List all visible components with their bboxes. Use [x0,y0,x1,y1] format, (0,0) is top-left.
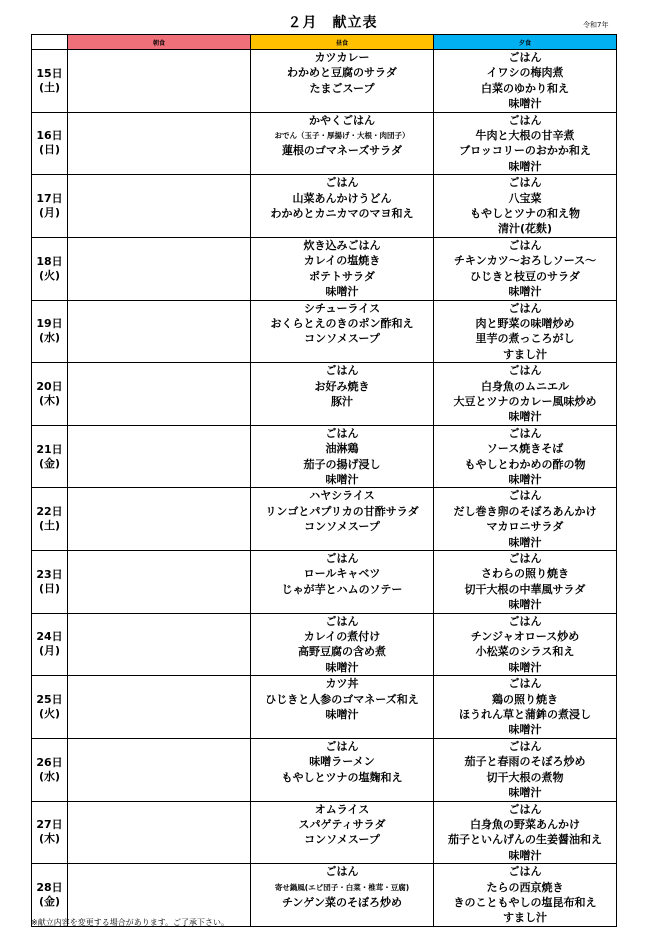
breakfast-cell [68,488,251,551]
lunch-cell [251,300,434,363]
menu-item: 茄子と春雨のそぼろ炒め [464,755,586,769]
menu-item: ごはん [325,176,359,190]
header-breakfast: 朝食 [68,35,251,50]
menu-item: すまし汁 [503,347,547,361]
menu-item: ポテトサラダ [309,269,375,283]
menu-item: ごはん [508,614,542,628]
menu-table [31,34,617,927]
breakfast-cell [68,300,251,363]
menu-item: 味噌汁 [325,660,359,674]
weekday: (木) [38,393,61,407]
weekday: (日) [38,143,61,157]
date-cell [32,425,68,488]
dinner-cell [434,801,617,864]
day-number: 27日 [36,818,63,832]
menu-item: たまごスープ [309,81,375,95]
dinner-cell [434,551,617,614]
menu-item: カツカレー [314,51,370,64]
weekday: (木) [38,832,61,846]
menu-item: 味噌汁 [508,472,542,486]
date-cell [32,363,68,426]
table-row [32,363,617,426]
menu-item: 白菜のゆかり和え [481,81,569,95]
menu-item: 味噌汁 [508,159,542,173]
menu-item: 味噌汁 [508,660,542,674]
weekday: (火) [38,268,61,282]
header-date-cell [32,35,68,50]
header-lunch: 昼食 [251,35,434,50]
menu-item: ごはん [508,677,542,691]
breakfast-cell [68,175,251,238]
table-row [32,175,617,238]
menu-item: 豚汁 [331,394,353,408]
day-number: 24日 [36,630,63,644]
lunch-cell [251,175,434,238]
day-number: 19日 [36,317,63,331]
menu-item: 味噌汁 [508,285,542,299]
menu-item: シチューライス [303,301,381,315]
menu-item: 油淋鶏 [325,442,359,456]
menu-item: ごはん [508,364,542,378]
menu-item: ごはん [325,614,359,628]
menu-item: さわらの照り焼き [481,567,569,581]
day-number: 16日 [36,129,63,143]
weekday: (月) [38,206,61,220]
breakfast-cell [68,425,251,488]
menu-item: じゃが芋とハムのソテー [281,582,403,596]
menu-item: ごはん [508,176,542,190]
menu-item: ほうれん草と蒲鉾の煮浸し [459,708,591,722]
menu-item: 山菜あんかけうどん [292,191,392,205]
weekday: (月) [38,644,61,658]
table-row [32,300,617,363]
menu-item: 高野豆腐の含め煮 [298,645,386,659]
menu-item: ごはん [325,865,359,879]
menu-item: かやくごはん [309,113,375,127]
menu-item: おくらとえのきのポン酢和え [270,316,414,330]
table-row [32,801,617,864]
breakfast-cell [68,50,251,113]
menu-item: ロールキャベツ [303,567,381,581]
day-number: 23日 [36,567,63,581]
menu-item: カレイの煮付け [303,630,381,644]
day-number: 18日 [36,254,63,268]
dinner-cell [434,425,617,488]
menu-item: たらの西京焼き [486,880,564,894]
menu-item: 寄せ鍋風(エビ団子・白菜・椎茸・豆腐) [274,882,410,892]
lunch-cell [251,50,434,113]
menu-item: オムライス [314,802,370,816]
menu-item: 八宝菜 [508,191,542,205]
dinner-cell [434,488,617,551]
lunch-cell [251,112,434,175]
menu-item: カツ丼 [325,677,359,691]
dinner-cell [434,864,617,927]
menu-item: 味噌汁 [508,848,542,862]
breakfast-cell [68,738,251,801]
menu-body [32,50,617,927]
page-title: ２月 献立表 [287,15,378,31]
menu-item: 里芋の煮っころがし [475,332,575,346]
menu-item: 蓮根のゴマネーズサラダ [281,144,403,158]
date-cell [32,175,68,238]
menu-item: 味噌汁 [508,97,542,111]
date-cell [32,50,68,113]
footer-note: ※献立内容を変更する場合があります。ご了承下さい。 [31,918,230,927]
breakfast-cell [68,551,251,614]
menu-item: ごはん [325,364,359,378]
menu-item: もやしとわかめの酢の物 [464,457,586,471]
table-row [32,112,617,175]
weekday: (土) [38,519,61,533]
day-number: 15日 [36,66,63,80]
date-cell [32,300,68,363]
menu-item: ブロッコリーのおかか和え [459,144,591,158]
menu-item: リンゴとパプリカの甘酢サラダ [265,504,419,518]
day-number: 26日 [36,755,63,769]
menu-item: 味噌汁 [508,410,542,424]
menu-item: 茄子の揚げ浸し [303,457,381,471]
menu-item: カレイの塩焼き [303,254,381,268]
menu-item: ごはん [325,739,359,753]
date-cell [32,676,68,739]
date-cell [32,801,68,864]
menu-item: イワシの梅肉煮 [486,66,564,80]
table-row [32,488,617,551]
table-row [32,425,617,488]
date-cell [32,738,68,801]
menu-item: ごはん [508,552,542,565]
date-cell [32,237,68,300]
menu-item: 炊き込みごはん [303,238,381,252]
weekday: (水) [38,331,61,345]
day-number: 17日 [36,192,63,206]
menu-item: 牛肉と大根の甘辛煮 [475,129,575,143]
weekday: (金) [38,894,61,908]
menu-item: もやしとツナの塩麹和え [281,770,403,784]
menu-item: わかめと豆腐のサラダ [287,66,397,80]
menu-item: 肉と野菜の味噌炒め [475,316,575,330]
menu-item: 小松菜のシラス和え [475,645,575,659]
dinner-cell [434,50,617,113]
table-row [32,676,617,739]
lunch-cell [251,425,434,488]
table-row [32,613,617,676]
menu-item: 鶏の照り焼き [492,692,558,706]
day-number: 25日 [36,693,63,707]
menu-item: 味噌汁 [325,708,359,722]
breakfast-cell [68,801,251,864]
menu-item: わかめとカニカマのマヨ和え [270,207,414,221]
menu-item: ごはん [508,301,542,315]
day-number: 22日 [36,505,63,519]
menu-item: きのこともやしの塩昆布和え [453,895,597,909]
menu-item: 茄子といんげんの生姜醤油和え [448,833,602,847]
menu-item: マカロニサラダ [486,520,564,534]
menu-item: チンジャオロース炒め [470,630,580,644]
breakfast-cell [68,613,251,676]
menu-item: ひじきと枝豆のサラダ [470,269,580,283]
date-cell [32,112,68,175]
lunch-cell [251,613,434,676]
menu-item: ごはん [508,238,542,252]
table-row [32,50,617,113]
dinner-cell [434,738,617,801]
dinner-cell [434,112,617,175]
breakfast-cell [68,112,251,175]
menu-item: ごはん [325,552,359,565]
menu-item: ごはん [508,113,542,127]
table-row [32,551,617,614]
menu-item: もやしとツナの和え物 [470,207,580,221]
date-cell [32,488,68,551]
menu-item: 切干大根の中華風サラダ [464,582,586,596]
weekday: (日) [38,581,61,595]
date-cell [32,551,68,614]
menu-item: ハヤシライス [309,489,375,503]
menu-item: 清汁(花麩) [497,222,553,236]
lunch-cell [251,551,434,614]
menu-item: 白身魚のムニエル [481,379,569,393]
table-row [32,738,617,801]
day-number: 21日 [36,442,63,456]
breakfast-cell [68,237,251,300]
menu-item: 大豆とツナのカレー風味炒め [453,394,597,408]
table-header-row [32,35,617,50]
lunch-cell [251,864,434,927]
lunch-cell [251,488,434,551]
era-label: 令和7年 [583,21,609,29]
menu-item: ごはん [508,802,542,816]
menu-item: 味噌汁 [325,472,359,486]
dinner-cell [434,300,617,363]
menu-item: コンソメスープ [304,332,380,346]
menu-item: ごはん [508,426,542,440]
weekday: (火) [38,707,61,721]
date-cell [32,613,68,676]
day-number: 28日 [36,880,63,894]
weekday: (水) [38,769,61,783]
menu-item: ソース焼きそば [486,442,564,456]
menu-item: 味噌汁 [325,285,359,299]
menu-item: すまし汁 [503,911,547,925]
menu-item: ごはん [325,426,359,440]
menu-item: 味噌汁 [508,786,542,800]
menu-item: お好み焼き [314,379,370,393]
menu-item: ごはん [508,739,542,753]
menu-item: 味噌汁 [508,535,542,549]
dinner-cell [434,676,617,739]
menu-item: ごはん [508,51,542,64]
lunch-cell [251,363,434,426]
weekday: (土) [38,80,61,94]
menu-item: スパゲティサラダ [298,817,386,831]
day-number: 20日 [36,379,63,393]
dinner-cell [434,613,617,676]
lunch-cell [251,801,434,864]
breakfast-cell [68,363,251,426]
menu-item: だし巻き卵のそぼろあんかけ [453,504,597,518]
menu-item: チンゲン菜のそぼろ炒め [281,895,402,909]
dinner-cell [434,175,617,238]
menu-item: チキンカツ～おろしソース～ [453,254,597,268]
menu-item: おでん（玉子・厚揚げ・大根・肉団子） [274,131,410,141]
menu-item: 切干大根の煮物 [486,770,564,784]
dinner-cell [434,237,617,300]
breakfast-cell [68,676,251,739]
header-dinner: 夕食 [434,35,617,50]
menu-item: ひじきと人参のゴマネーズ和え [265,692,419,706]
lunch-cell [251,676,434,739]
menu-item: 白身魚の野菜あんかけ [470,817,580,831]
weekday: (金) [38,456,61,470]
lunch-cell [251,738,434,801]
lunch-cell [251,237,434,300]
menu-item: 味噌汁 [508,598,542,612]
table-row [32,237,617,300]
menu-item: 味噌ラーメン [309,755,375,769]
menu-item: 味噌汁 [508,723,542,737]
menu-item: コンソメスープ [304,520,380,534]
dinner-cell [434,363,617,426]
menu-item: ごはん [508,489,542,503]
menu-item: ごはん [508,865,542,879]
menu-item: コンソメスープ [304,833,380,847]
